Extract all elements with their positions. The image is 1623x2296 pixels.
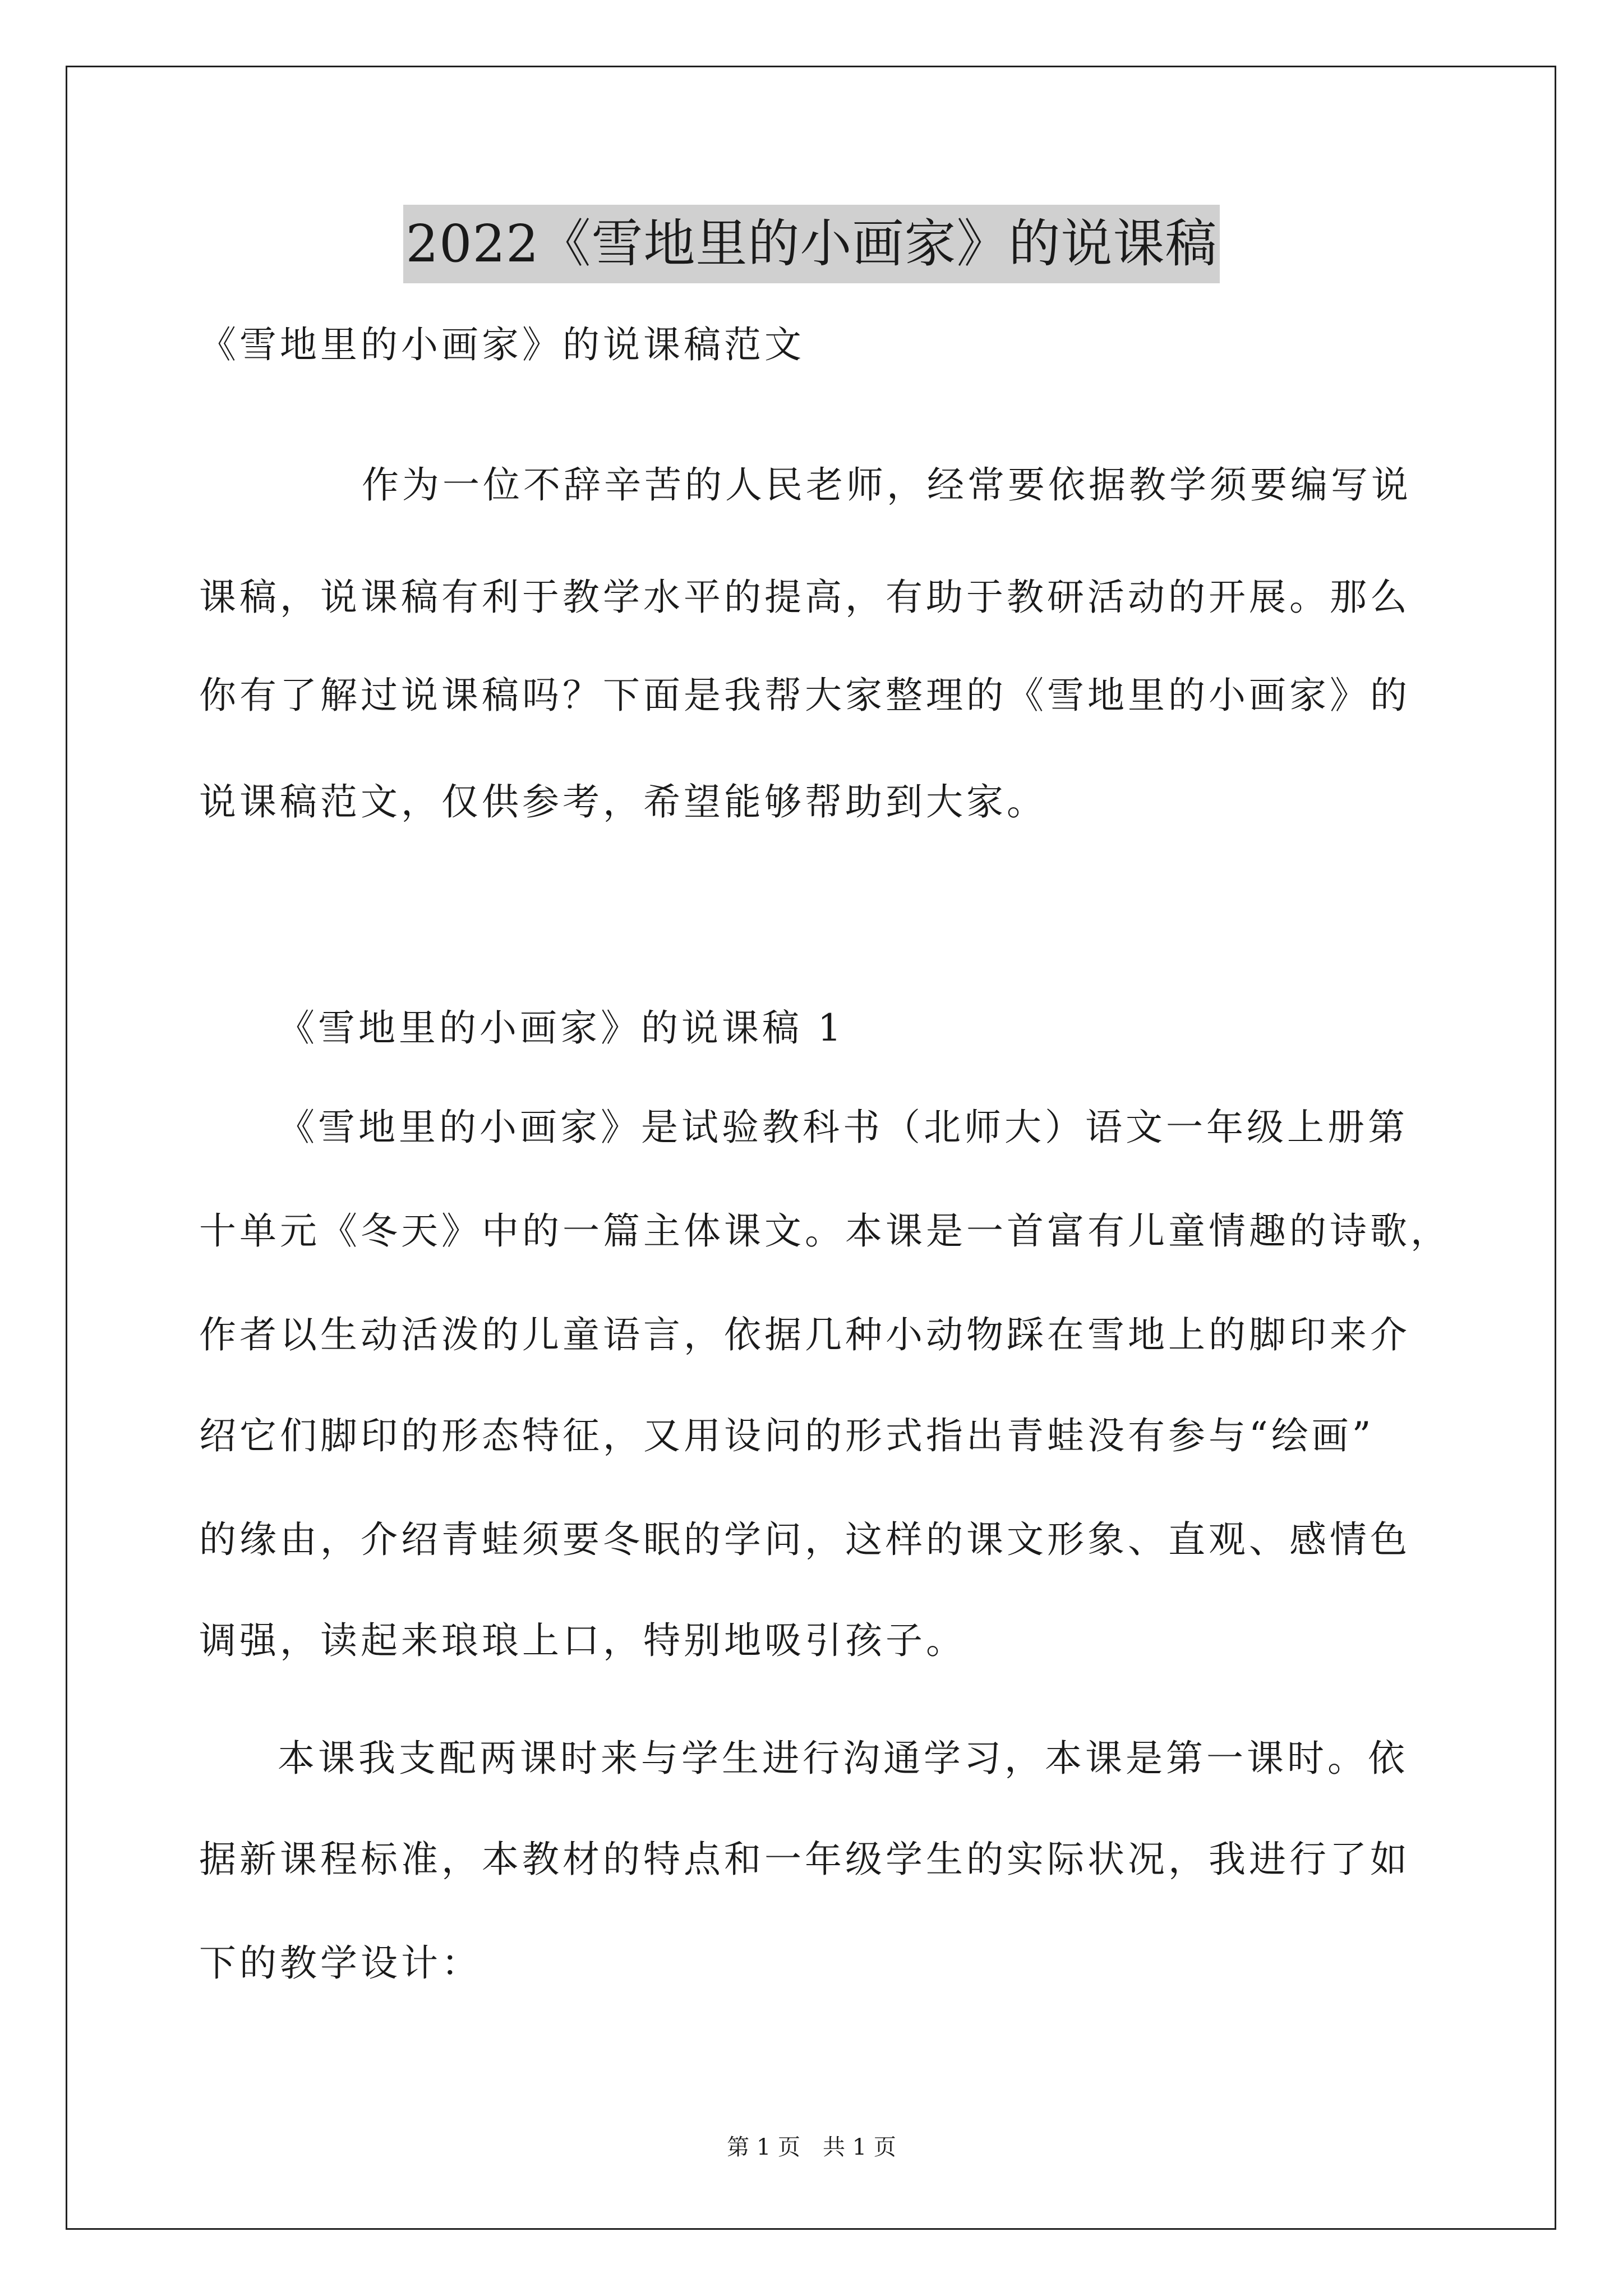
intro-line: 你有了解过说课稿吗？下面是我帮大家整理的《雪地里的小画家》的 xyxy=(199,674,1410,717)
paragraph-line: 作者以生动活泼的儿童语言，依据几种小动物踩在雪地上的脚印来介 xyxy=(199,1313,1410,1356)
page-total: 共 1 页 xyxy=(823,2134,896,2160)
paragraph-line: 下的教学设计： xyxy=(199,1941,482,1985)
paragraph-line: 据新课程标准，本教材的特点和一年级学生的实际状况，我进行了如 xyxy=(199,1838,1410,1881)
paragraph-line: 绍它们脚印的形态特征，又用设问的形式指出青蛙没有参与“绘画” xyxy=(199,1414,1375,1457)
title-container xyxy=(0,205,1623,283)
paragraph-line: 《雪地里的小画家》是试验教科书（北师大）语文一年级上册第 xyxy=(278,1106,1408,1149)
intro-line: 说课稿范文，仅供参考，希望能够帮助到大家。 xyxy=(199,780,1047,823)
section-heading: 《雪地里的小画家》的说课稿 1 xyxy=(278,1006,845,1050)
page-number: 第 1 页 xyxy=(727,2134,800,2160)
paragraph-line: 十单元《冬天》中的一篇主体课文。本课是一首富有儿童情趣的诗歌， xyxy=(199,1209,1451,1253)
intro-line: 作为一位不辞辛苦的人民老师，经常要依据教学须要编写说 xyxy=(362,463,1412,507)
document-title: 2022《雪地里的小画家》的说课稿 xyxy=(403,205,1219,283)
paragraph-line: 本课我支配两课时来与学生进行沟通学习，本课是第一课时。依 xyxy=(278,1737,1408,1780)
intro-line: 课稿，说课稿有利于教学水平的提高，有助于教研活动的开展。那么 xyxy=(199,576,1410,619)
paragraph-line: 的缘由，介绍青蛙须要冬眠的学问，这样的课文形象、直观、感情色 xyxy=(199,1518,1410,1561)
document-subtitle: 《雪地里的小画家》的说课稿范文 xyxy=(199,323,805,366)
page-footer xyxy=(0,2132,1623,2163)
paragraph-line: 调强，读起来琅琅上口，特别地吸引孩子。 xyxy=(199,1619,966,1662)
